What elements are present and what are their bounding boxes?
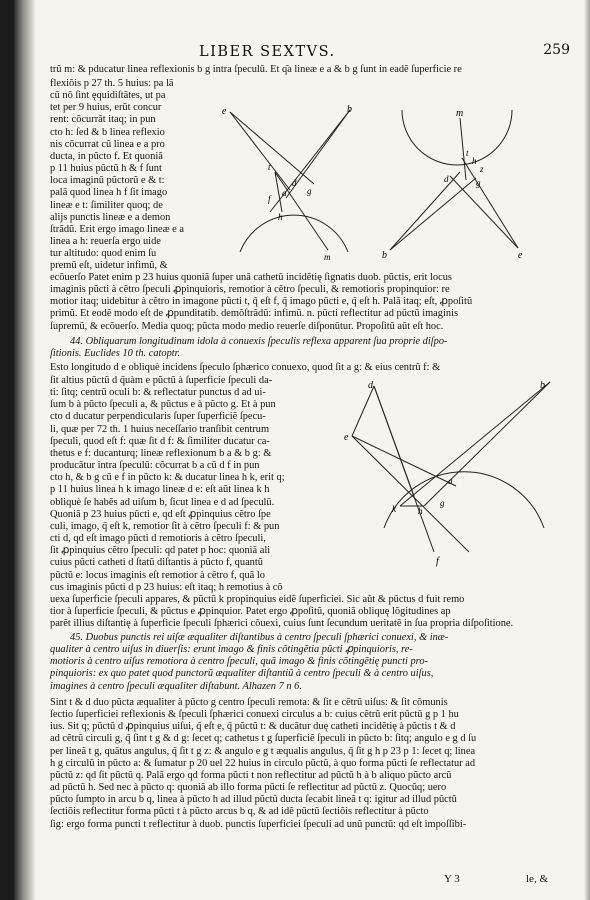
figure-2-diagram [380, 98, 530, 268]
text-line: obliquè ſe habẽs ad uiſum b, ſicut linea e d ad ſpeculũ. [50, 496, 275, 508]
paragraph-first-line [50, 64, 462, 76]
text-line: ſectio ſuperficiei reflexionis & ſpeculi ſphærici conuexi circulus a b: cuius cẽtrũ erit pũctũ g p 1 hu [50, 709, 459, 721]
text-line: flexiõis p 27 th. 5 huius: pa lã [50, 78, 174, 89]
text-line: ti: ſitq; centrũ oculi b: & reflectatur punctus d ad ui- [50, 387, 266, 399]
figure-label: f [268, 194, 271, 204]
text-line: trũ m: & pducatur linea reflexionis b g intra ſpeculũ. Et q͂a lineæ e a & b g ſunt in eadẽ ſuperficie re [50, 64, 462, 75]
text-line: linea a h: reuerſa ergo uide [50, 236, 161, 248]
page-gutter [14, 0, 36, 900]
text-line: cus imaginis pũcti d p 23 huius: eſt itaq; h remotius à cõ [50, 581, 283, 593]
text-line: ſum b à pũcto ſpeculi a, & pũctus e à pũcto g. Et à pun [50, 399, 276, 411]
figure-reflection-1 [220, 102, 360, 272]
figure-label: m [324, 252, 331, 262]
text-line: ſpeculi, quod eſt f: quæ ſit d f: & ſimiliter ducatur ca- [50, 435, 270, 447]
text-line: pũctũ z: qd ſit pũctũ q. Palã ergo qd forma pũcti t non reflectitur ad pũctũ h à b aliquo pũcto arcũ [50, 769, 452, 781]
text-line: tur altitudo: quod enim ſu [50, 248, 157, 260]
figure-label: g [476, 178, 481, 188]
text-line: culi, imago, q̃ eſt k, remotior ſit à cẽtro ſpeculi f: & pun [50, 520, 280, 532]
text-line: loca imaginũ pũctorũ e & t: [50, 175, 165, 187]
text-line: ſupremũ, & ecõuerſo. Media quoq; pũcta modo medio reuerſe diſponũtur. Propoſitũ aũt eſt hoc. [50, 320, 444, 332]
text-line: h g circulũ in pũcto a: & ſumatur p 20 uel 22 huius in circulo pũctũ, à quo forma pũcti ſe reflectatur ad [50, 757, 476, 769]
text-line: ſit altius pũctũ d q̃uàm e pũctũ à ſuperficie ſpeculi da- [50, 375, 273, 386]
catchword: le, & [526, 873, 548, 885]
text-line: pũctũ e: locus imaginis eſt remotior à cẽtro f, quã lo [50, 569, 265, 581]
figure-label: f [436, 556, 439, 567]
text-line: cto h, & b g cũ e f in pũcto k: & ducatur linea h k, erit q; [50, 472, 285, 484]
text-line: li, quæ per 72 th. 1 huius neceſſario tranſibit centrum [50, 423, 270, 435]
proposition-45-heading [50, 632, 448, 693]
text-line: ſig: ergo forma puncti t reflectitur à duob. punctis ſuperficiei ſpeculi ad unũ punctũ: qd eſt impoſſibi- [50, 818, 467, 830]
figure-label: a [448, 476, 453, 486]
text-line: premũ eſt, uidetur infimũ, & [50, 260, 168, 272]
paragraph-block2-first [50, 362, 440, 374]
text-line: cũ nõ ſint ęquidiſtãtes, ut pa [50, 90, 166, 102]
text-line: imaginis pũcti à cẽtro ſpeculi ꝓpinquioris, remotior à cẽtro ſpeculi, & remotioris propinquior: re [50, 284, 450, 296]
text-line: ſit ꝓpinquius cẽtro ſpeculi: qd patet p hoc: quoniã ali [50, 545, 271, 557]
text-line: Sint t & d duo pũcta æqualiter à pũcto g centro ſpeculi remota: & ſit e cẽtrũ uiſus: & ſit cõmunis [50, 697, 448, 708]
text-line: ſectiõis reflectitur forma pũcti t à pũcto arcus b q, & ad idẽ pũctũ ſectiõis reflectitur à pũcto [50, 806, 429, 818]
figure-label: g [307, 186, 312, 196]
page-header [14, 44, 590, 64]
text-line: ius. Sit q; pũctũ d ꝓpinquius uiſui, q̃ eſt e, q̃ pũctũ t: & ducãtur duę catheti incidẽtię à pũctis t & d [50, 721, 456, 733]
text-line: ad pũctũ h. Sed nec à pũcto q: quoniã ab illo forma pũcti ſe reflectitur ad pũctũ z. Quocũq; uero [50, 782, 447, 794]
text-line: per lineã t g, quãtus angulus, q̃ ſit t g z: & angulo e g t æqualis angulus, q̃ ſit g h p 23 p 1: ſecet q; linea [50, 745, 476, 757]
text-line: ſtrãdũ. Erit ergo imago lineæ e a [50, 223, 184, 235]
figure-label: b [540, 380, 545, 391]
figure-3-diagram [344, 378, 558, 568]
figure-label: e [518, 250, 523, 261]
text-line: p 11 huius pũctũ h & f ſunt [50, 163, 162, 175]
text-line: producãtur intra ſpeculũ: cõcurrat b a cũ d f in pun [50, 460, 260, 472]
figure-label: t [268, 162, 271, 172]
figure-label: e [222, 106, 227, 117]
figure-label: d [444, 174, 449, 184]
text-line: tet per 9 huius, erũt concur [50, 102, 162, 114]
text-line: ad cẽtrũ circuli g, q̃ ſint t g & d g: ſecet q; cathetus t g ſuperficiẽ ſpeculi in pũcto b: ſitq; angulo e g d ſu [50, 733, 477, 745]
text-line: pũcto ſumpto in arcu b q, linea à pũcto h ad illud pũctũ ducta ſecabit lineã t q: igitur ad illud pũctũ [50, 794, 457, 806]
figure-label: g [440, 498, 445, 508]
text-line: cuius pũcti catheti d ſtatũ diſtantis à pũcto f, quantũ [50, 557, 263, 569]
figure-label: k [392, 504, 396, 514]
text-line: motioris à centro uiſus remotiora à centro ſpeculi, quã imago & finis cõtingẽtię puncti pro- [50, 656, 428, 668]
text-line: pinquioris: ex quo patet quod punctorũ æqualiter diſtantiũ à centro ſpeculi & à centro uiſus, [50, 668, 434, 680]
text-line: ſitionis. Euclides 10 th. catoptr. [50, 348, 181, 360]
text-line: 44. Obliquarum longitudinum idola à conuexis ſpeculis reflexa apparent ſua proprie diſpo- [70, 336, 448, 347]
text-line: 45. Duobus punctis rei uiſæ æqualiter diſtantibus à centro ſpeculi ſphærici conuexi, & inæ- [70, 632, 449, 643]
text-line: ecõuerſo Patet enim p 23 huius quoniã ſuper unã cathetũ incidẽtię ſignatis duob. pũctis, erit locus [50, 272, 452, 283]
figure-label: h [472, 156, 477, 166]
paragraph-block1-full [50, 272, 472, 333]
text-line: palã quod linea h f ſit imago [50, 187, 168, 199]
text-line: tior à ſuperficie ſpeculi, & pũctus e ꝓpinquior. Patet ergo ꝓpoſitũ, quoniã obliquę lõgitudines ap [50, 606, 451, 618]
figure-label: h [418, 506, 423, 516]
figure-label: h [278, 212, 283, 222]
figure-label: z [480, 164, 484, 174]
text-line: motior itaq; uidebitur à cẽtro in imagone pũcti t, q̃ eſt f, q̃ imago pũcti e, q̃ eſt h. Palã itaq; eſt, ꝓpoſitũ [50, 296, 473, 308]
paragraph-block2-full [50, 594, 513, 630]
text-line: primũ. Et eodẽ modo eſt de ꝓpunditatib. demõſtrãdũ: infimũ. n. pũcti reflectitur ad pũctũ imaginis [50, 308, 458, 320]
figure-label: a [282, 188, 287, 198]
figure-label: m [456, 108, 464, 119]
text-line: Esto longitudo d e obliquè incidens ſpeculo ſphærico conuexo, quod ſit a g: & eius centrũ f: & [50, 362, 441, 373]
figure-reflection-2 [380, 98, 530, 268]
proposition-44-heading [50, 336, 448, 360]
figure-label: t [466, 148, 469, 158]
text-line: p 11 huius linea h k imago lineæ d e: eſt aũt linea k h [50, 484, 270, 496]
text-line: uexa ſuperficie ſpeculi appares, & pũctũ k propinquius eidẽ ſuperficiei. Sic aũt & pũctus d fuit remo [50, 594, 465, 605]
text-line: qualiter à centro uiſus in diuerſis: erunt imago & finis cõtingẽtia pũcti ꝓpinquioris, re- [50, 644, 413, 656]
signature-mark: Y 3 [444, 873, 460, 885]
text-line: nis cõcurrat cũ linea e a pro [50, 138, 165, 150]
book-page [14, 0, 590, 900]
text-line: thetus e f: ducanturq; lineæ reflexionum b a & b g: & [50, 447, 272, 459]
paragraph-block2-narrow [50, 375, 285, 594]
text-line: cti d, qd eſt imago pũcti d remotioris à cẽtro ſpeculi, [50, 533, 266, 545]
text-line: cto h: ſed & b linea reflexio [50, 126, 165, 138]
text-line: parẽt illius diſtantię à ſuperficie ſpeculi ſphærici cõuexi, cuius ſunt ſecundum ueritatẽ in ſua propria diſpoſitione. [50, 618, 514, 630]
text-line: rent: cõcurrãt itaq; in pun [50, 114, 156, 126]
text-line: alijs punctis lineæ e a demon [50, 211, 171, 223]
text-line: cto d ducatur perpendicularis ſuper ſuperficiẽ ſpecu- [50, 411, 266, 423]
figure-label: b [382, 250, 387, 261]
figure-label: d [368, 380, 373, 391]
figure-label: d [292, 178, 297, 188]
paragraph-block3 [50, 697, 476, 831]
text-line: lineæ e t: ſimiliter quoq; de [50, 199, 163, 211]
figure-1-diagram [220, 102, 360, 272]
folio-number: 259 [543, 42, 570, 58]
figure-oblique-length [344, 378, 558, 568]
text-line: ducta, in pũcto f. Et quoniã [50, 150, 163, 162]
running-title: LIBER SEXTVS. [199, 44, 336, 60]
figure-label: e [344, 432, 349, 443]
paragraph-block1-narrow [50, 78, 220, 273]
figure-label: b [347, 104, 352, 115]
text-line: imagines à centro ſpeculi æqualiter diſtabunt. Alhazen 7 n 6. [50, 680, 302, 692]
page-edge-shadow [584, 0, 590, 900]
text-line: Quoniã p 23 huius pũcti e, qd eſt ꝓpinquius cẽtro ſpe [50, 508, 271, 520]
